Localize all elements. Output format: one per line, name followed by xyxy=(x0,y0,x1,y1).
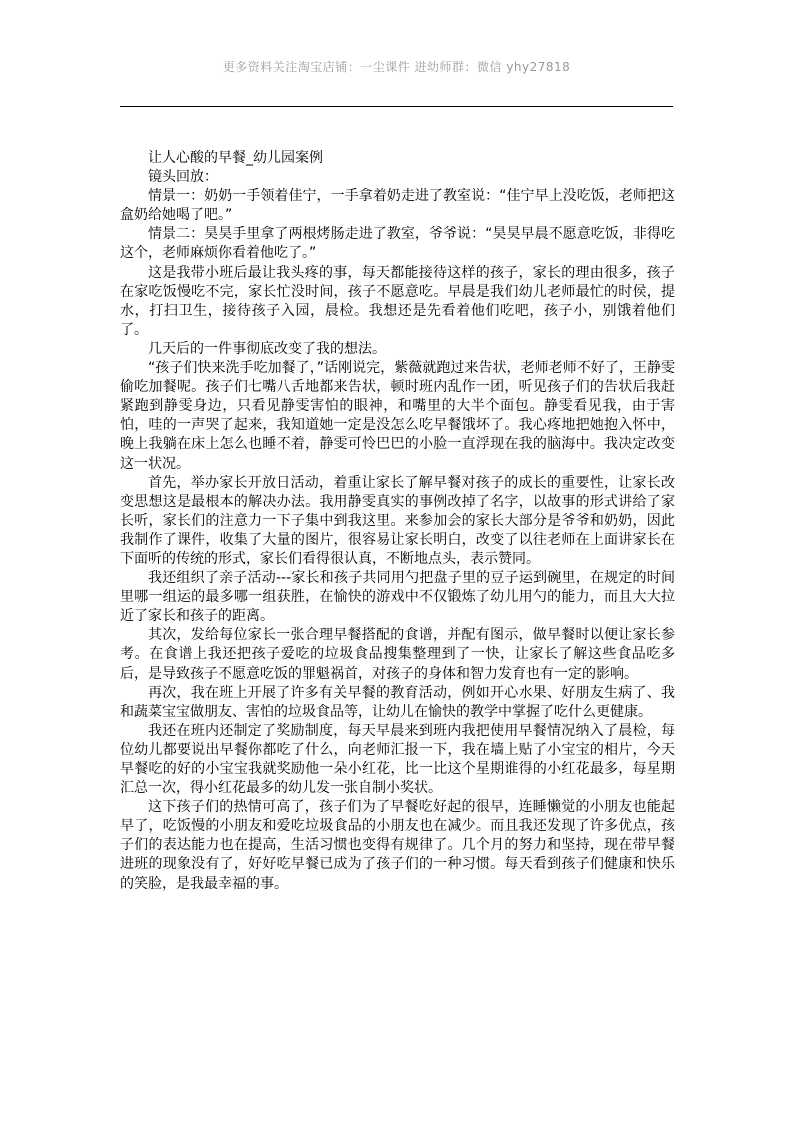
paragraph-1: 镜头回放： xyxy=(148,169,218,186)
paragraph-10: 再次，我在班上开展了许多有关早餐的教育活动，例如开心水果、好朋友生病了、我和蔬菜宝宝做朋友、害怕的垃圾食品等，让幼儿在愉快的教学中掌握了吃什么更健康。 xyxy=(120,684,675,720)
paragraph-4: 这是我带小班后最让我头疼的事，每天都能接待这样的孩子，家长的理由很多，孩子在家吃饭慢吃不完，家长忙没时间，孩子不愿意吃。早晨是我们幼儿老师最忙的时侯，提水，打扫卫生，接待孩子入园，晨检。我想还是先看着他们吃吧，孩子小，别饿着他们了。 xyxy=(120,264,675,338)
header-divider xyxy=(120,106,673,107)
paragraph-7: 首先，举办家长开放日活动，着重让家长了解早餐对孩子的成长的重要性，让家长改变思想这是最根本的解决办法。我用静雯真实的事例改掉了名字，以故事的形式讲给了家长听，家长们的注意力一下子集中到我这里。来参加会的家长大部分是爷爷和奶奶，因此我制作了课件，收集了大量的图片，很容易让家长明白，改变了以往老师在上面讲家长在下面听的传统的形式，家长们看得很认真，不断地点头，表示赞同。 xyxy=(120,474,675,567)
page-header: 更多资料关注淘宝店铺：一尘课件 进幼师群：微信 yhy27818 xyxy=(222,60,571,74)
paragraph-8: 我还组织了亲子活动---家长和孩子共同用勺把盘子里的豆子运到碗里，在规定的时间里哪一组运的最多哪一组获胜，在愉快的游戏中不仅锻炼了幼儿用勺的能力，而且大大拉近了家长和孩子的距离。 xyxy=(120,570,675,625)
paragraph-12: 这下孩子们的热情可高了，孩子们为了早餐吃好起的很早，连睡懒觉的小朋友也能起早了，吃饭慢的小朋友和爱吃垃圾食品的小朋友也在减少。而且我还发现了许多优点，孩子们的表达能力也在提高，生活习惯也变得有规律了。几个月的努力和坚持，现在带早餐进班的现象没有了，好好吃早餐已成为了孩子们的一种习惯。每天看到孩子们健康和快乐的笑脸，是我最幸福的事。 xyxy=(120,799,675,892)
document-title: 让人心酸的早餐_幼儿园案例 xyxy=(148,150,323,166)
paragraph-2: 情景一：奶奶一手领着佳宁，一手拿着奶走进了教室说：“佳宁早上没吃饭，老师把这盒奶给她喝了吧。” xyxy=(120,188,675,224)
paragraph-6: “孩子们快来洗手吃加餐了，”话刚说完，紫薇就跑过来告状，老师老师不好了，王静雯偷吃加餐呢。孩子们七嘴八舌地都来告状，顿时班内乱作一团，听见孩子们的告状后我赶紧跑到静雯身边，只看见静雯害怕的眼神，和嘴里的大半个面包。静雯看见我，由于害怕，哇的一声哭了起来，我知道她一定是没怎么吃早餐饿坏了。我心疼地把她抱入怀中，晚上我躺在床上怎么也睡不着，静雯可怜巴巴的小脸一直浮现在我的脑海中。我决定改变这一状况。 xyxy=(120,360,675,472)
paragraph-9: 其次，发给每位家长一张合理早餐搭配的食谱，并配有图示，做早餐时以便让家长参考。在食谱上我还把孩子爱吃的垃圾食品搜集整理到了一快，让家长了解这些食品吃多后，是导致孩子不愿意吃饭的罪魁祸首，对孩子的身体和智力发育也有一定的影响。 xyxy=(120,627,675,682)
paragraph-5: 几天后的一件事彻底改变了我的想法。 xyxy=(148,340,386,357)
paragraph-3: 情景二：昊昊手里拿了两根烤肠走进了教室，爷爷说：“昊昊早晨不愿意吃饭，非得吃这个，老师麻烦你看着他吃了。” xyxy=(120,226,675,262)
paragraph-11: 我还在班内还制定了奖励制度，每天早晨来到班内我把使用早餐情况纳入了晨检，每位幼儿都要说出早餐你都吃了什么，向老师汇报一下，我在墙上贴了小宝宝的相片，今天早餐吃的好的小宝宝我就奖励他一朵小红花，比一比这个星期谁得的小红花最多，每星期汇总一次，得小红花最多的幼儿发一张自制小奖状。 xyxy=(120,722,675,797)
document-body xyxy=(120,149,675,894)
